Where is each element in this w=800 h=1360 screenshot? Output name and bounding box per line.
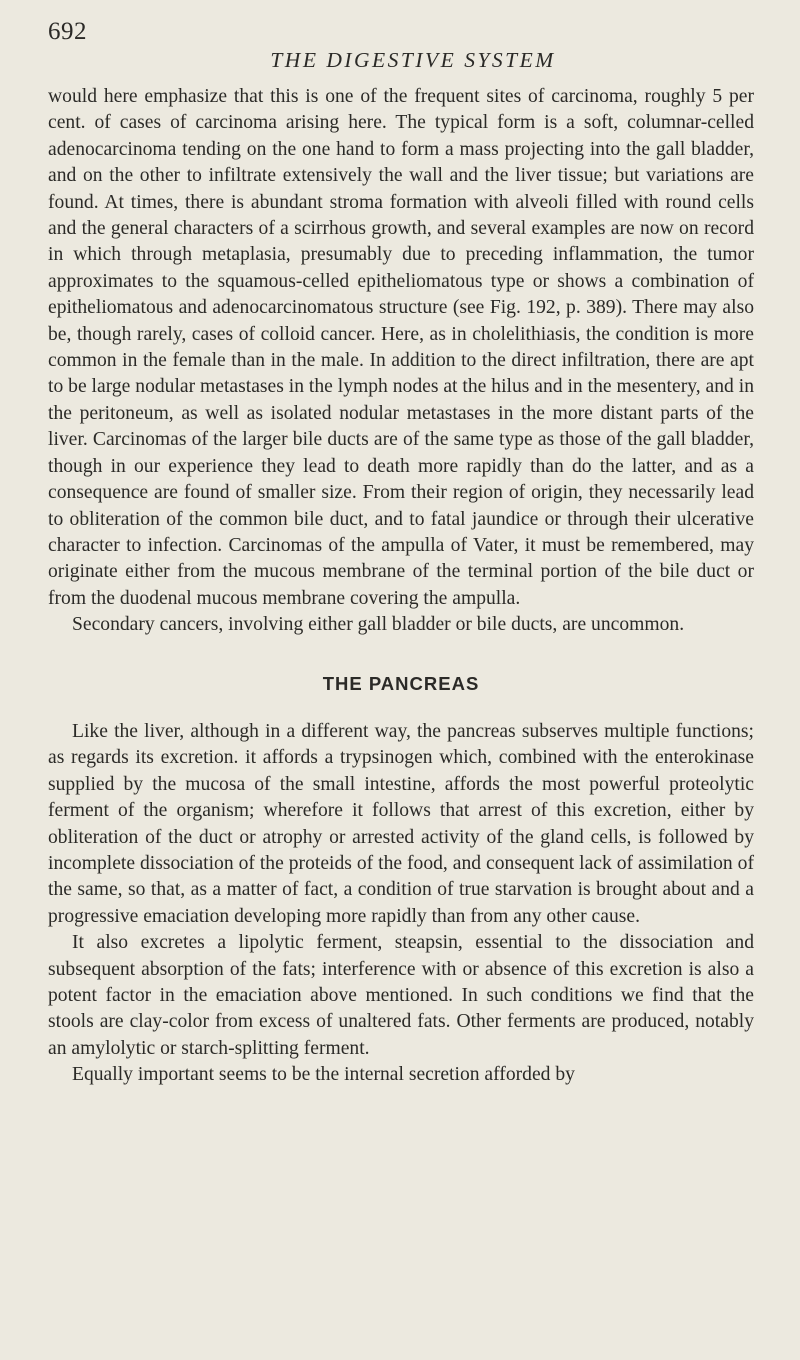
paragraph: Secondary cancers, involving either gall bladder or bile ducts, are uncommon. [72,614,685,636]
page-number: 692 [48,18,87,45]
paragraph: would here emphasize that this is one of the frequent sites of carcinoma, roughly 5 per cent. of cases of carcinoma arising here. The typical form is a soft, columnar-celled adenocarcinoma tending on the one hand to form a mass projecting into the gall bladder, and on the other to infiltrate extensively the wall and the liver tissue; but variations are found. At times, there is abundant stroma formation with alveoli filled with round cells and the general characters of a scirrhous growth, and several examples are now on record in which through metaplasia, presumably due to preceding inflammation, the tumor approximates to the squamous-celled epitheliomatous type or shows a combination of epitheliomatous and adenocarcinomatous structure (see Fig. 192, p. 389). There may also be, though rarely, cases of colloid cancer. Here, as in cholelithiasis, the condition is more common in the female than in the male. In addition to the direct infiltration, there are apt to be large nodular metastases in the lymph nodes at the hilus and in the mesentery, and in the peritoneum, as well as isolated nodular metastases in the more distant parts of the liver. Carcinomas of the larger bile ducts are of the same type as those of the gall bladder, though in our experience they lead to death more rapidly than do the latter, and as a consequence are found of smaller size. From their region of origin, they necessarily lead to obliteration of the common bile duct, and to fatal jaundice or through their ulcerative character to infection. Carcinomas of the ampulla of Vater, it must be remembered, may originate either from the mucous membrane of the terminal portion of the bile duct or from the duodenal mucous membrane covering the ampulla. [48,86,754,609]
section-heading: THE PANCREAS [322,672,480,694]
running-title: THE DIGESTIVE SYSTEM [270,48,556,72]
paragraph: Equally important seems to be the internal secretion afforded by [72,1064,575,1086]
running-head [0,0,800,72]
body-text [48,84,754,1089]
paragraph: Like the liver, although in a different way, the pancreas subserves multiple functions; as regards its excretion. it affords a trypsinogen which, combined with the enterokinase supplied by the mucosa of the small intestine, affords the most powerful proteolytic ferment of the organism; wherefore it follows that arrest of this excretion, either by obliteration of the duct or atrophy or arrested activity of the gland cells, is followed by incomplete dissociation of the proteids of the food, and consequent lack of assimilation of the same, so that, as a matter of fact, a condition of true starvation is brought about and a progressive emaciation developing more rapidly than from any other cause. [48,720,754,927]
paragraph: It also excretes a lipolytic ferment, steapsin, essential to the dissociation and subsequent absorption of the fats; interference with or absence of this excretion is also a potent factor in the emaciation above mentioned. In such conditions we find that the stools are clay-color from excess of unaltered fats. Other ferments are produced, notably an amylolytic or starch-splitting ferment. [48,932,754,1059]
